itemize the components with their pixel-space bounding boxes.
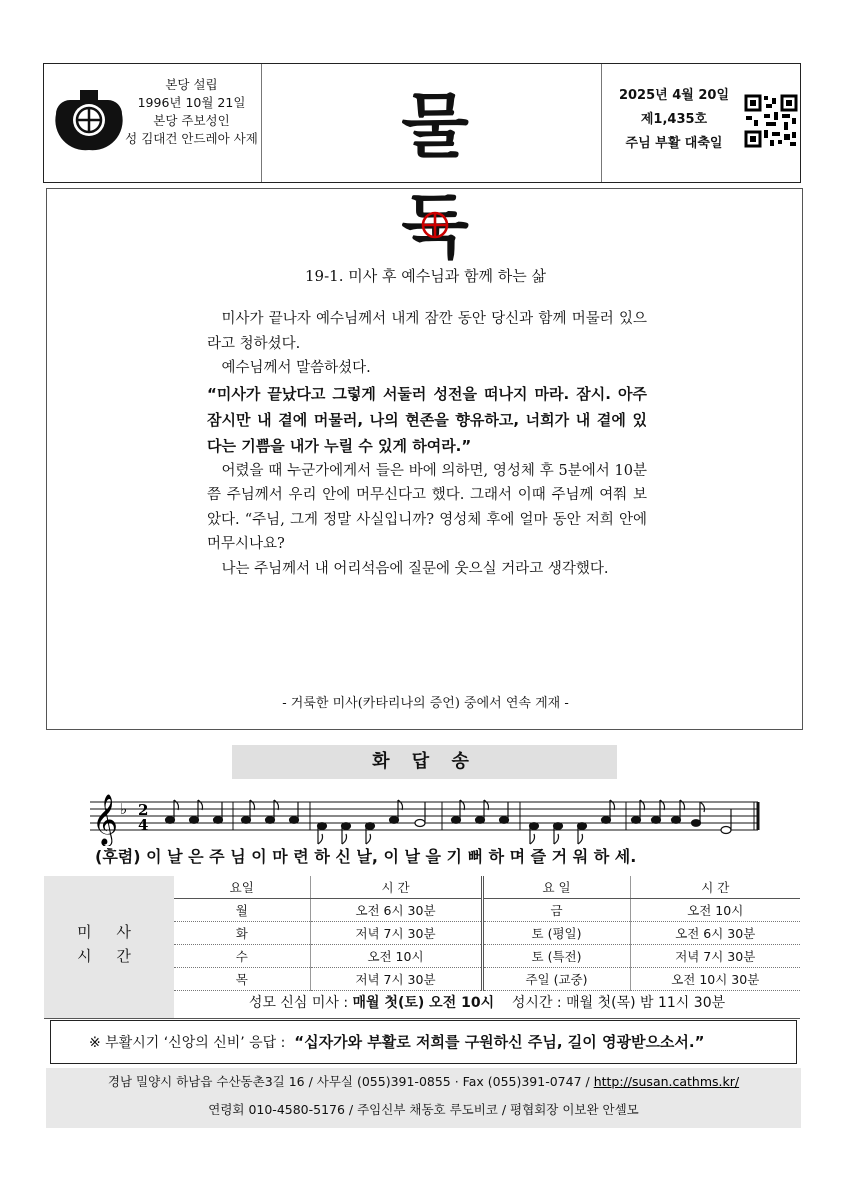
address-text: 경남 밀양시 하남읍 수산동촌3길 16 / 사무실 (055)391-0855 · Fax (055)391-0747 / <box>107 1074 594 1089</box>
header-cell: 시 간 <box>310 876 482 899</box>
header-cell: 요일 <box>174 876 310 899</box>
header-cell: 시 간 <box>630 876 800 899</box>
label-line: 미 사 <box>77 923 141 941</box>
qr-code-icon[interactable] <box>744 94 798 148</box>
table-cell: 금 <box>482 899 630 922</box>
easter-response-box <box>50 1020 797 1064</box>
mass-times-label <box>44 920 174 968</box>
table-cell: 저녁 7시 30분 <box>630 945 800 968</box>
table-row <box>174 899 800 922</box>
parish-website-link[interactable]: http://susan.cathms.kr/ <box>593 1074 740 1089</box>
issue-info <box>604 84 744 156</box>
table-cell: 주일 (교중) <box>482 968 630 991</box>
footer-contacts: 연령회 010-4580-5176 / 주임신부 채동호 루도비코 / 평협회장 이보완 안셀모 <box>208 1102 639 1117</box>
table-cell: 오전 10시 <box>630 899 800 922</box>
table-cell: 토 (평일) <box>482 922 630 945</box>
table-cell: 토 (특전) <box>482 945 630 968</box>
table-cell: 저녁 7시 30분 <box>310 968 482 991</box>
header-divider <box>261 64 262 182</box>
special-mass-note <box>174 992 800 1012</box>
feast-name: 주님 부활 대축일 <box>625 136 723 151</box>
table-cell: 오전 10시 30분 <box>630 968 800 991</box>
jesus-quote: “미사가 끝났다고 그렇게 서둘러 성전을 떠나지 마라. 잠시. 아주 잠시만 내 곁에 머물러, 나의 현존을 향유하고, 너희가 내 곁에 있다는 기쁨을 내가 누릴 수 있게 하여라.” <box>207 384 647 455</box>
patron-label: 본당 주보성인 <box>153 113 230 128</box>
reflection-body <box>207 307 647 581</box>
header-divider <box>601 64 602 182</box>
table-cell: 월 <box>174 899 310 922</box>
mass-times-section <box>44 876 800 1020</box>
table-header-row <box>174 876 800 899</box>
flat-icon: ♭ <box>120 800 128 818</box>
footer <box>46 1068 801 1128</box>
label-line: 시 간 <box>77 947 141 965</box>
reflection-source: - 거룩한 미사(카타리나의 증언) 중에서 연속 게재 - <box>282 696 569 711</box>
notes <box>166 800 732 844</box>
table-row <box>174 968 800 991</box>
time-signature-top: 2 <box>138 801 149 819</box>
founded-label: 본당 설립 <box>165 77 218 92</box>
table-cell: 오전 6시 30분 <box>630 922 800 945</box>
founded-date: 1996년 10월 21일 <box>137 95 246 110</box>
footer-address <box>46 1068 801 1096</box>
issue-number: 제1,435호 <box>640 112 708 127</box>
patron-name: 성 김대건 안드레아 사제 <box>125 131 258 146</box>
responsorial-title: 화 답 송 <box>232 745 617 779</box>
reflection-title: 19-1. 미사 후 예수님과 함께 하는 삶 <box>305 267 546 285</box>
table-cell: 저녁 7시 30분 <box>310 922 482 945</box>
table-cell: 오전 10시 <box>310 945 482 968</box>
treble-clef-icon: 𝄞 <box>92 794 119 845</box>
founding-info <box>125 76 258 148</box>
cross-icon <box>420 210 450 240</box>
responsorial-lyrics: (후렴) 이 날 은 주 님 이 마 련 하 신 날, 이 날 을 기 뻐 하 며 즐 거 워 하 세. <box>95 847 637 866</box>
reflection-paragraph: 미사가 끝나자 예수님께서 내게 잠깐 동안 당신과 함께 머물러 있으라고 청하셨다. <box>207 311 647 352</box>
reflection-box <box>46 188 803 730</box>
table-cell: 오전 6시 30분 <box>310 899 482 922</box>
reflection-paragraph: 예수님께서 말씀하셨다. <box>221 360 371 376</box>
table-cell: 수 <box>174 945 310 968</box>
note-bold: 매월 첫(토) 오전 10시 <box>352 995 495 1011</box>
table-row <box>174 945 800 968</box>
note-suffix: 성시간 : 매월 첫(목) 밤 11시 30분 <box>494 995 726 1011</box>
table-cell: 화 <box>174 922 310 945</box>
music-staff <box>90 788 770 846</box>
table-row <box>174 922 800 945</box>
easter-response-text: “십자가와 부활로 저희를 구원하신 주님, 길이 영광받으소서.” <box>294 1033 705 1051</box>
mass-times-table <box>174 876 800 991</box>
issue-date: 2025년 4월 20일 <box>618 88 730 103</box>
easter-response-label: ※ 부활시기 ‘신앙의 신비’ 응답 : <box>89 1035 295 1051</box>
bulletin-header <box>43 63 801 268</box>
table-cell: 목 <box>174 968 310 991</box>
reflection-paragraph: 나는 주님께서 내 어리석음에 질문에 웃으실 거라고 생각했다. <box>221 560 609 577</box>
reflection-paragraph: 어렸을 때 누군가에게서 들은 바에 의하면, 영성체 후 5분에서 10분쯤 주님께서 우리 안에 머무신다고 했다. 그래서 이때 주님께 여쭤 보았다. “주님, 그게 정말 사실입니까? 영성체 후에 얼마 동안 저희 안에 머무시나요? <box>207 462 647 552</box>
divider <box>44 1018 800 1019</box>
time-signature-bottom: 4 <box>138 816 149 834</box>
masthead-title: 물 둑 <box>401 84 487 268</box>
header-cell: 요 일 <box>482 876 630 899</box>
note-prefix: 성모 신심 미사 : <box>248 995 353 1011</box>
